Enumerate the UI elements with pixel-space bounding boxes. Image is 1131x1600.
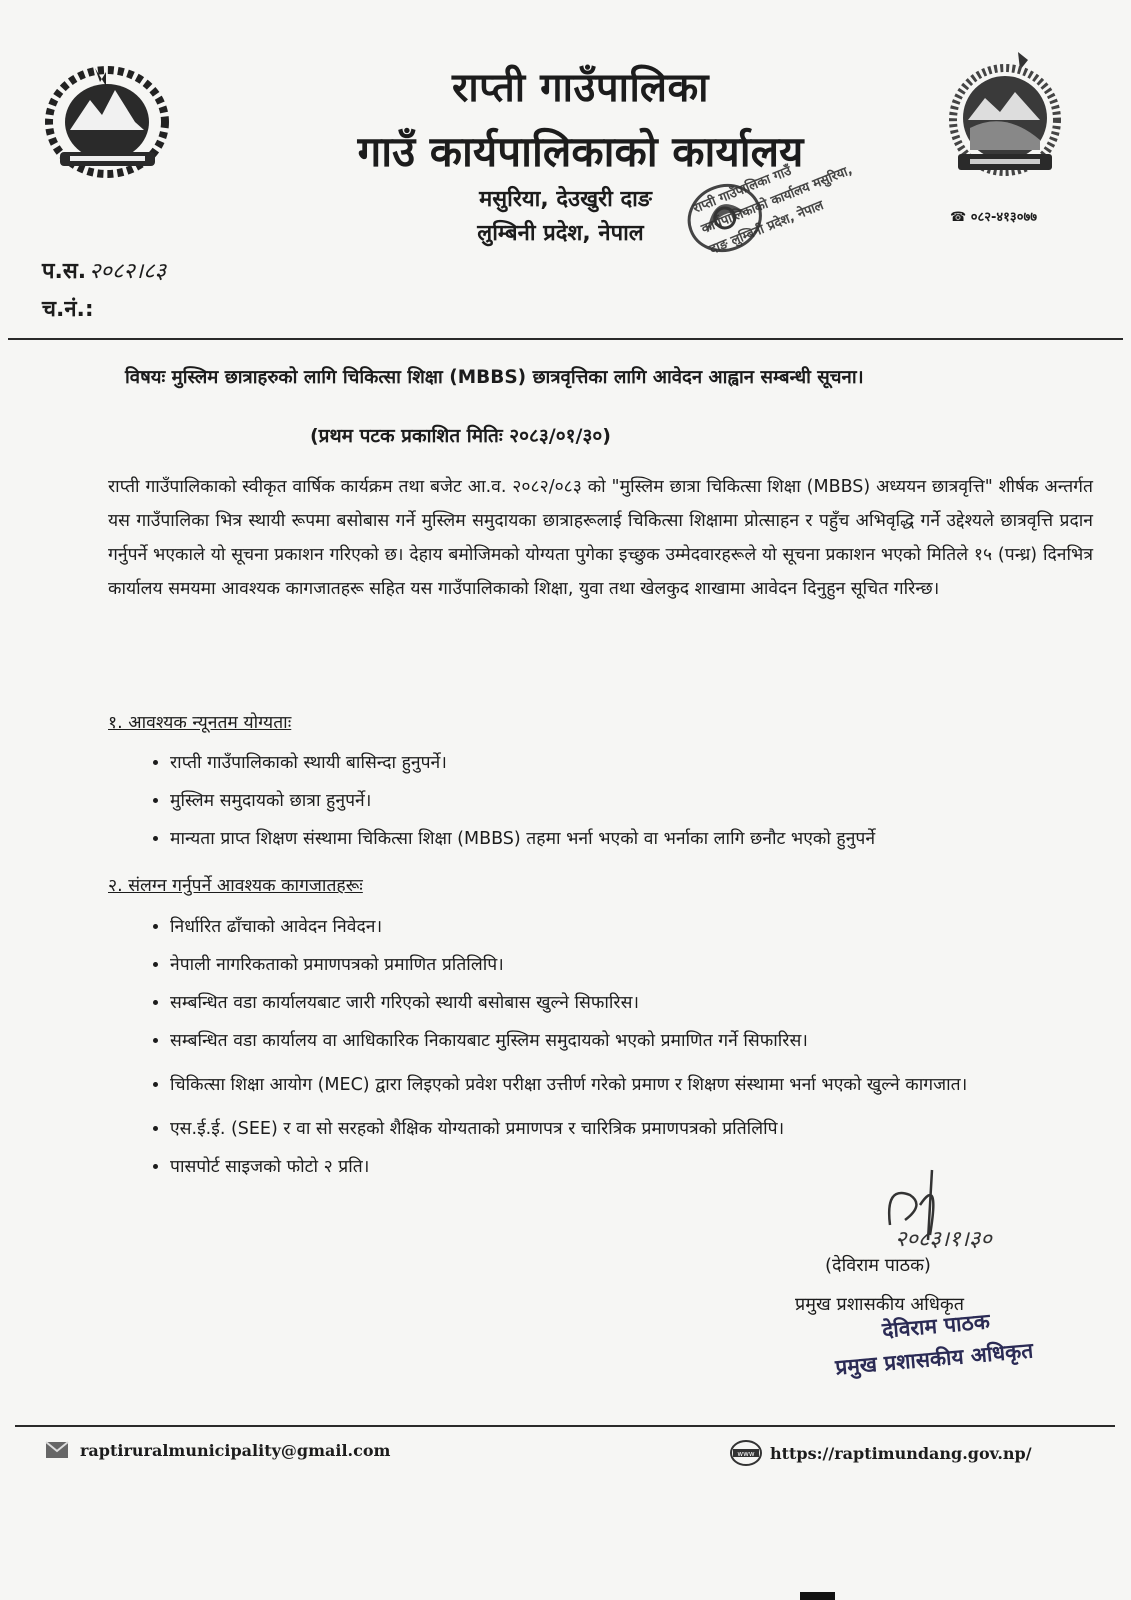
list-item: • मुस्लिम समुदायको छात्रा हुनुपर्ने। — [170, 790, 875, 812]
footer-website[interactable]: https://raptimundang.gov.np/ — [770, 1444, 1032, 1463]
reference-ps: प.स. २०८२।८३ — [42, 259, 167, 284]
list-item: • सम्बन्धित वडा कार्यालयबाट जारी गरिएको स्थायी बसोबास खुल्ने सिफारिस। — [170, 992, 1070, 1014]
list-item: • नेपाली नागरिकताको प्रमाणपत्रको प्रमाणित प्रतिलिपि। — [170, 954, 1070, 976]
list-item: • निर्धारित ढाँचाको आवेदन निवेदन। — [170, 916, 1070, 938]
signatory-name: (देविराम पाठक) — [825, 1255, 931, 1276]
notice-subject: विषयः मुस्लिम छात्राहरुको लागि चिकित्सा शिक्षा (MBBS) छात्रवृत्तिका लागि आवेदन आह्वान सम्बन्धी सूचना। — [125, 367, 864, 388]
reference-cn: च.नं.: — [42, 297, 94, 322]
envelope-icon — [45, 1441, 69, 1459]
list-item: • सम्बन्धित वडा कार्यालय वा आधिकारिक निकायबाट मुस्लिम समुदायको भएको प्रमाणित गर्ने सिफारिस। — [170, 1030, 1070, 1052]
list-item: • पासपोर्ट साइजको फोटो २ प्रति। — [170, 1156, 1070, 1178]
section-2-heading: २. संलग्न गर्नुपर्ने आवश्यक कागजातहरूः — [108, 876, 363, 896]
municipality-name: राप्ती गाउँपालिका — [451, 65, 710, 111]
notice-body: राप्ती गाउँपालिकाको स्वीकृत वार्षिक कार्यक्रम तथा बजेट आ.व. २०८२/०८३ को "मुस्लिम छात्रा चिकित्सा शिक्षा (MBBS) अध्ययन छात्रवृत्ति" शीर्षक अन्तर्गत यस गाउँपालिका भित्र स्थायी रूपमा बसोबास गर्ने मुस्लिम समुदायका छात्राहरूलाई चिकित्सा शिक्षामा प्रोत्साहन र पहुँच अभिवृद्धि गर्ने उद्देश्यले छात्रवृत्ति प्रदान गर्नुपर्ने भएकाले यो सूचना प्रकाशन गरिएको छ। देहाय बमोजिमको योग्यता पुगेका इच्छुक उम्मेदवारहरूले यो सूचना प्रकाशन भएको मितिले १५ (पन्ध्र) दिनभित्र कार्यालय समयमा आवश्यक कागजातहरू सहित यस गाउँपालिकाको शिक्षा, युवा तथा खेलकुद शाखामा आवेदन दिनुहुन सूचित गरिन्छ। — [108, 477, 1093, 599]
list-item: • एस.ई.ई. (SEE) र वा सो सरहको शैक्षिक योग्यताको प्रमाणपत्र र चारित्रिक प्रमाणपत्रको प्रतिलिपि। — [170, 1118, 1070, 1140]
signatory-title: प्रमुख प्रशासकीय अधिकृत — [795, 1294, 964, 1315]
corner-mark — [800, 1592, 835, 1600]
section-1-list — [140, 752, 875, 866]
stamp-text: राप्ती गाउँपालिका गाउँ कार्यपालिकाको कार्यालय मसुरिया, दाङ लुम्बिनी प्रदेश, नेपाल — [691, 162, 855, 258]
phone-icon: ☎ — [950, 210, 967, 225]
section-2-list — [140, 916, 1070, 1194]
footer-email[interactable]: raptiruralmunicipality@gmail.com — [80, 1441, 391, 1460]
header-divider — [8, 338, 1123, 340]
footer-divider — [15, 1425, 1115, 1427]
name-stamp: देविराम पाठक — [881, 1309, 991, 1343]
title-stamp: प्रमुख प्रशासकीय अधिकृत — [834, 1338, 1035, 1380]
address-line-2: लुम्बिनी प्रदेश, नेपाल — [477, 221, 644, 246]
list-item: • चिकित्सा शिक्षा आयोग (MEC) द्वारा लिइएको प्रवेश परीक्षा उत्तीर्ण गरेको प्रमाण र शिक्षण संस्थामा भर्ना भएको खुल्ने कागजात। — [170, 1068, 1070, 1102]
list-item: • मान्यता प्राप्त शिक्षण संस्थामा चिकित्सा शिक्षा (MBBS) तहमा भर्ना भएको वा भर्नाका लागि छनौट भएको हुनुपर्ने — [170, 828, 875, 850]
svg-text:www: www — [737, 1450, 755, 1458]
list-item: • राप्ती गाउँपालिकाको स्थायी बासिन्दा हुनुपर्ने। — [170, 752, 875, 774]
phone-number: ☎ ०८२-४१३०७७ — [950, 210, 1037, 225]
published-date: (प्रथम पटक प्रकाशित मितिः २०८३/०१/३०) — [310, 425, 611, 447]
globe-icon — [730, 1440, 762, 1466]
section-1-heading: १. आवश्यक न्यूनतम योग्यताः — [108, 713, 292, 733]
signature-date: २०८३।१।३० — [895, 1227, 992, 1252]
office-name: गाउँ कार्यपालिकाको कार्यालय — [357, 127, 804, 176]
address-line-1: मसुरिया, देउखुरी दाङ — [479, 187, 652, 212]
